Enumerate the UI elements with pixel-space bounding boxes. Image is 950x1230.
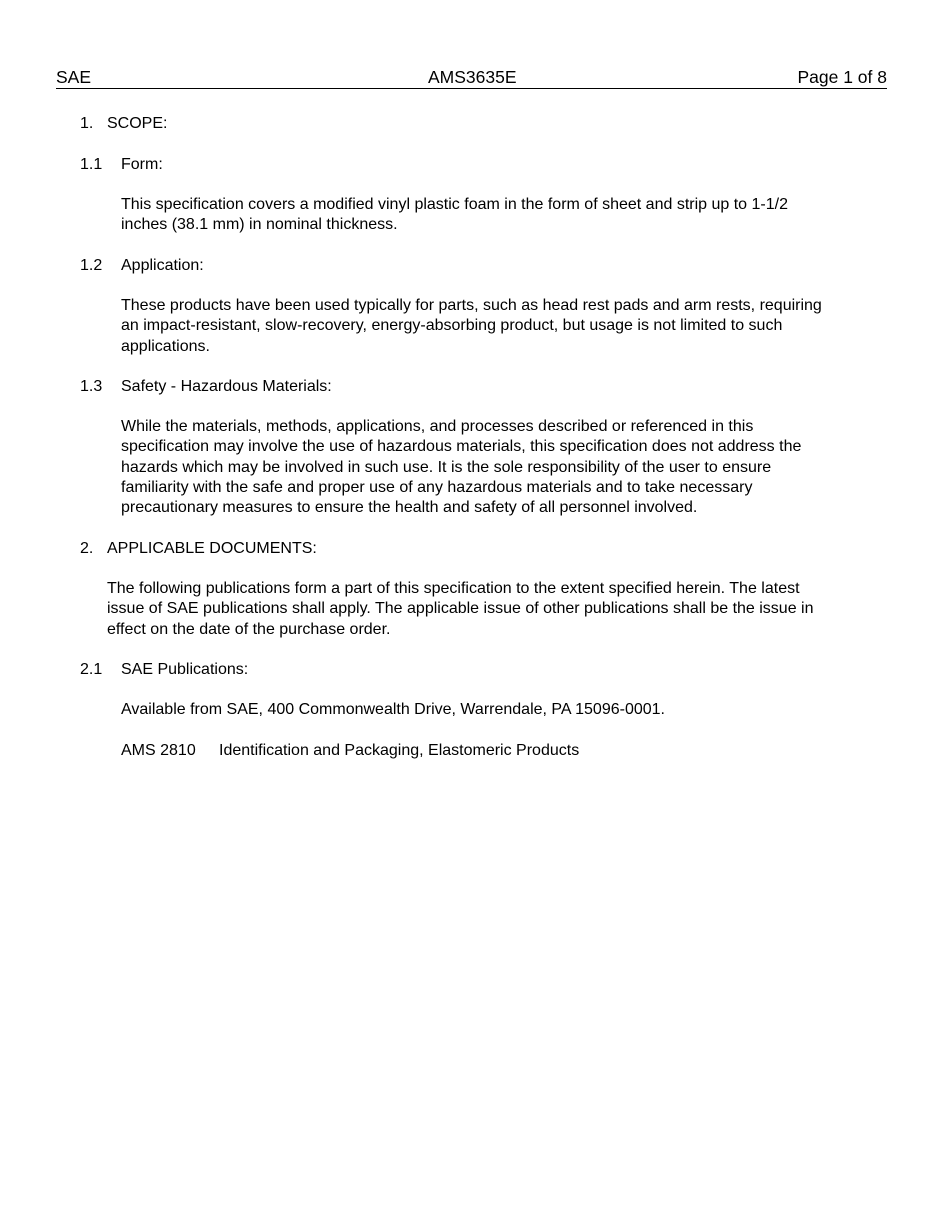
header-org: SAE — [56, 67, 92, 87]
section-1-2-body — [121, 296, 822, 357]
section-1-heading — [80, 114, 168, 134]
paragraph-line: inches (38.1 mm) in nominal thickness. — [121, 216, 398, 234]
section-2-heading — [80, 539, 317, 559]
availability-text: Available from SAE, 400 Commonwealth Drive, Warrendale, PA 15096-0001. — [121, 701, 665, 718]
paragraph-line: hazards which may be involved in such use. It is the sole responsibility of the user to ensure — [121, 458, 772, 476]
section-1-3-body — [121, 417, 801, 518]
section-title: Form: — [121, 156, 163, 173]
paragraph-line: These products have been used typically for parts, such as head rest pads and arm rests, requiring — [121, 297, 822, 314]
section-number: 1.1 — [80, 156, 103, 173]
header-doc-id: AMS3635E — [428, 67, 517, 87]
section-1-1-body — [121, 195, 788, 236]
section-2-1-heading — [80, 660, 249, 680]
reference-code: AMS 2810 — [121, 742, 196, 759]
section-1-1-heading — [80, 155, 163, 175]
section-title: Safety - Hazardous Materials: — [121, 378, 332, 395]
section-number: 1. — [80, 115, 94, 132]
paragraph-line: The following publications form a part of this specification to the extent specified herein. The latest — [107, 580, 800, 597]
paragraph-line: issue of SAE publications shall apply. The applicable issue of other publications shall be the issue in — [107, 600, 814, 618]
section-title: SAE Publications: — [121, 661, 249, 678]
section-number: 2.1 — [80, 661, 103, 678]
paragraph-line: specification may involve the use of hazardous materials, this specification does not address the — [121, 438, 802, 456]
paragraph-line: While the materials, methods, applications, and processes described or referenced in this — [121, 418, 754, 435]
paragraph-line: applications. — [121, 337, 210, 355]
reference-entry — [121, 741, 721, 761]
section-title: SCOPE: — [107, 115, 168, 132]
section-2-body — [107, 579, 814, 640]
page-header — [56, 66, 887, 89]
section-number: 1.3 — [80, 378, 103, 395]
paragraph-line: an impact-resistant, slow-recovery, energy-absorbing product, but usage is not limited to such — [121, 317, 783, 335]
section-number: 2. — [80, 540, 94, 557]
section-title: Application: — [121, 257, 204, 274]
section-1-3-heading — [80, 377, 332, 397]
paragraph-line: familiarity with the safe and proper use of any hazardous materials and to take necessary — [121, 478, 753, 496]
paragraph-line: effect on the date of the purchase order. — [107, 620, 391, 638]
section-title: APPLICABLE DOCUMENTS: — [107, 540, 317, 557]
header-page-label: Page 1 of 8 — [797, 67, 887, 87]
paragraph-line: precautionary measures to ensure the health and safety of all personnel involved. — [121, 499, 698, 517]
paragraph-line: This specification covers a modified vinyl plastic foam in the form of sheet and strip up to 1-1/2 — [121, 196, 788, 213]
section-1-2-heading — [80, 256, 204, 276]
section-number: 1.2 — [80, 257, 103, 274]
reference-title: Identification and Packaging, Elastomeric Products — [219, 742, 580, 759]
